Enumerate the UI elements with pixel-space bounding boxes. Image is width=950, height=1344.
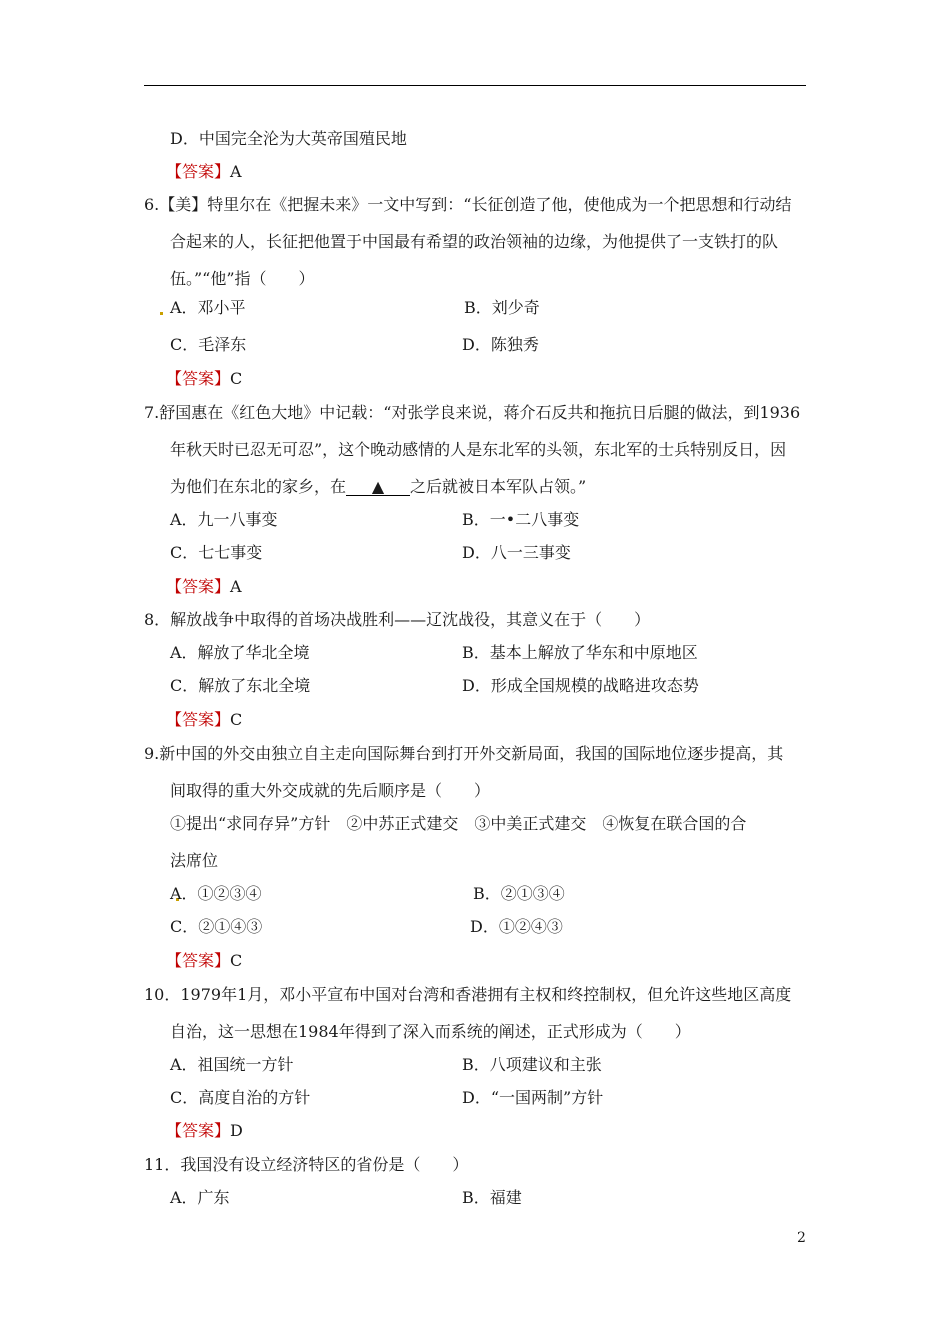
answer-tag: 【答案】: [166, 369, 231, 388]
answer-value: C: [230, 951, 243, 970]
q7-stem-line2: 年秋天时已忍无可忍”，这个晚动感情的人是东北军的头领，东北军的士兵特别反日，因: [170, 440, 787, 459]
answer-tag: 【答案】: [166, 951, 231, 970]
q8-answer: [166, 710, 242, 730]
q5-answer: [166, 162, 242, 182]
q6-option-a: A．邓小平: [170, 298, 246, 317]
answer-value: A: [230, 577, 242, 596]
q6-option-d: D．陈独秀: [462, 335, 539, 354]
q6-answer: [166, 369, 242, 389]
q8-option-c: C．解放了东北全境: [170, 676, 311, 695]
answer-value: C: [230, 710, 243, 729]
q10-stem-line1: 10．1979年1月，邓小平宣布中国对台湾和香港拥有主权和终控制权，但允许这些地区高度: [144, 985, 792, 1004]
answer-value: C: [230, 369, 243, 388]
q9-stem-line1: 9.新中国的外交由独立自主走向国际舞台到打开外交新局面，我国的国际地位逐步提高，其: [144, 744, 784, 763]
header-rule: [144, 85, 806, 86]
q8-option-d: D．形成全国规模的战略进攻态势: [462, 676, 699, 695]
q6-stem-line3: 伍。”“他”指（ ）: [170, 269, 315, 288]
q10-option-d: D．“一国两制”方针: [462, 1088, 604, 1107]
q6-stem-line2: 合起来的人，长征把他置于中国最有希望的政治领袖的边缘，为他提供了一支铁打的队: [170, 232, 779, 251]
answer-tag: 【答案】: [166, 710, 231, 729]
answer-value: D: [230, 1121, 243, 1140]
fill-blank: ▲: [346, 477, 410, 496]
q9-option-a: A．①②③④: [170, 884, 262, 903]
q7-option-d: D．八一三事变: [462, 543, 571, 562]
q10-option-a: A．祖国统一方针: [170, 1055, 294, 1074]
q5-option-d: D．中国完全沦为大英帝国殖民地: [170, 129, 407, 148]
q11-option-b: B．福建: [462, 1188, 522, 1207]
q6-option-b: B．刘少奇: [464, 298, 540, 317]
q10-option-c: C．高度自治的方针: [170, 1088, 311, 1107]
q6-stem-line1: 6.【美】特里尔在《把握未来》一文中写到：“长征创造了他，使他成为一个把思想和行动结: [144, 195, 792, 214]
q9-answer: [166, 951, 242, 971]
q10-stem-line2: 自治，这一思想在1984年得到了深入而系统的阐述，正式形成为（ ）: [170, 1022, 691, 1041]
q9-option-b: B．②①③④: [473, 884, 565, 903]
q9-option-c: C．②①④③: [170, 917, 263, 936]
answer-tag: 【答案】: [166, 577, 231, 596]
q6-option-c: C．毛泽东: [170, 335, 247, 354]
q9-stem-line3: ①提出“求同存异”方针 ②中苏正式建交 ③中美正式建交 ④恢复在联合国的合: [170, 814, 747, 833]
q9-option-d: D．①②④③: [470, 917, 563, 936]
q8-option-b: B．基本上解放了华东和中原地区: [462, 643, 698, 662]
q11-stem-line1: 11．我国没有设立经济特区的省份是（ ）: [144, 1155, 469, 1174]
q7-option-c: C．七七事变: [170, 543, 263, 562]
q8-stem-line1: 8．解放战争中取得的首场决战胜利——辽沈战役，其意义在于（ ）: [144, 610, 651, 629]
answer-tag: 【答案】: [166, 1121, 231, 1140]
q7-option-b: B．一•二八事变: [462, 510, 580, 529]
stray-mark: [160, 312, 163, 315]
q11-option-a: A．广东: [170, 1188, 230, 1207]
q10-answer: [166, 1121, 243, 1141]
answer-value: A: [230, 162, 242, 181]
q7-answer: [166, 577, 242, 597]
answer-tag: 【答案】: [166, 162, 231, 181]
q9-stem-line4: 法席位: [170, 851, 219, 870]
q9-stem-line2: 间取得的重大外交成就的先后顺序是（ ）: [170, 781, 491, 800]
q7-stem-line1: 7.舒国惠在《红色大地》中记载：“对张学良来说，蒋介石反共和拖抗日后腿的做法，到1936: [144, 403, 801, 422]
q7-stem-line3: 为他们在东北的家乡，在 ▲ 之后就被日本军队占领。”: [170, 477, 587, 496]
page-number: 2: [797, 1230, 806, 1246]
q7-option-a: A．九一八事变: [170, 510, 278, 529]
q8-option-a: A．解放了华北全境: [170, 643, 310, 662]
q10-option-b: B．八项建议和主张: [462, 1055, 602, 1074]
